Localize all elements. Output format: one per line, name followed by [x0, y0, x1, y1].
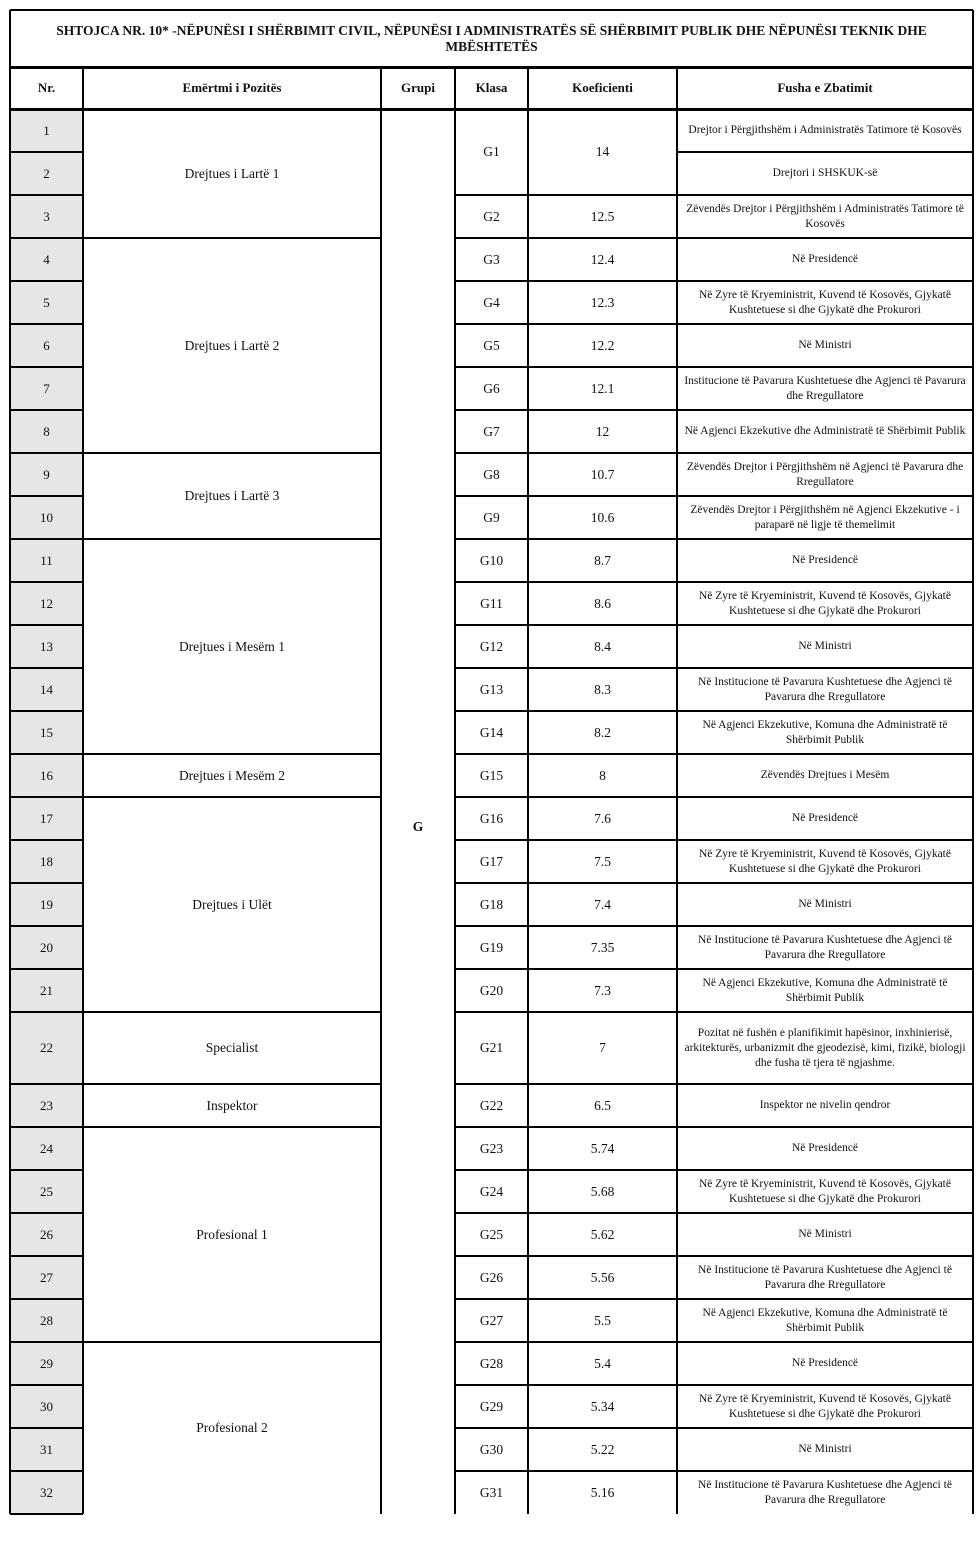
class-cell: G13: [479, 681, 504, 697]
row-rule: [10, 1126, 83, 1128]
row-rule: [677, 409, 973, 411]
coefficient-cell: 8.2: [594, 724, 611, 740]
scope-cell: Në Ministri: [798, 640, 852, 652]
header-grupi: Grupi: [401, 80, 435, 95]
row-rule: [455, 280, 677, 282]
row-number: 21: [10, 969, 83, 1012]
class-cell: G20: [479, 982, 504, 998]
scope-cell: Në Ministri: [798, 898, 852, 910]
class-cell: G21: [479, 1040, 504, 1055]
scope-cell: Në Ministri: [798, 1443, 852, 1455]
row-rule: [677, 237, 973, 239]
class-cell: G3: [483, 251, 500, 267]
position-name-cell: Inspektor: [206, 1097, 258, 1113]
class-cell: G24: [479, 1183, 504, 1199]
row-rule: [677, 495, 973, 497]
row-number: 25: [10, 1170, 83, 1213]
row-rule: [677, 280, 973, 282]
class-cell: G30: [479, 1441, 504, 1457]
row-rule: [677, 968, 973, 970]
row-rule: [455, 925, 677, 927]
row-rule: [10, 452, 83, 454]
scope-cell: Në Presidencë: [791, 253, 859, 265]
row-number: 10: [10, 496, 83, 539]
row-rule: [10, 839, 83, 841]
row-rule: [677, 1169, 973, 1171]
title-top-rule: [10, 9, 973, 11]
class-cell: G11: [480, 595, 503, 611]
group-cell: G: [412, 818, 424, 834]
row-rule: [10, 624, 83, 626]
coefficient-cell: 12.5: [590, 208, 615, 224]
row-rule: [455, 1470, 677, 1472]
row-rule: [677, 753, 973, 755]
scope-cell: Në Institucione të Pavarura Kushtetuese dhe Agjenci të Pavarura dhe Rregullatore: [698, 675, 952, 703]
coefficient-cell: 10.7: [590, 466, 615, 482]
column-rule: [380, 67, 382, 1514]
coefficient-cell: 7: [599, 1040, 606, 1055]
row-rule: [10, 968, 83, 970]
row-rule: [455, 968, 677, 970]
row-number: 30: [10, 1385, 83, 1428]
row-rule: [10, 1169, 83, 1171]
scope-cell: Në Presidencë: [791, 554, 859, 566]
row-rule: [677, 1011, 973, 1013]
row-rule: [677, 194, 973, 196]
row-rule: [455, 323, 677, 325]
header-emertimi: Emërtmi i Pozitës: [182, 80, 282, 95]
coefficient-cell: 12.3: [590, 294, 615, 310]
row-rule: [10, 925, 83, 927]
scope-cell: Në Institucione të Pavarura Kushtetuese dhe Agjenci të Pavarura dhe Rregullatore: [698, 933, 952, 961]
row-rule: [10, 796, 83, 798]
row-rule: [10, 1384, 83, 1386]
table-right-rule: [972, 10, 974, 1514]
row-number: 9: [10, 453, 83, 496]
group-rule: [83, 1011, 381, 1013]
row-rule: [677, 538, 973, 540]
row-rule: [455, 1212, 677, 1214]
coefficient-cell: 12: [595, 423, 610, 439]
row-number: 3: [10, 195, 83, 238]
row-number: 13: [10, 625, 83, 668]
coefficient-cell: 5.34: [590, 1398, 615, 1414]
row-rule: [455, 624, 677, 626]
document-title: SHTOJCA NR. 10* -NËPUNËSI I SHËRBIMIT CIVIL, NËPUNËSI I ADMINISTRATËS SË SHËRBIMIT PUBLIK DHE NËPUNËSI TEKNIK DHE MBËSHTETËS: [56, 22, 927, 54]
scope-cell: Në Presidencë: [791, 812, 859, 824]
row-number: 20: [10, 926, 83, 969]
coefficient-cell: 5.5: [594, 1312, 611, 1328]
group-rule: [83, 796, 381, 798]
row-rule: [677, 1384, 973, 1386]
row-rule: [10, 581, 83, 583]
coefficient-cell: 8.7: [594, 552, 611, 568]
class-cell: G4: [483, 294, 500, 310]
row-rule: [677, 1126, 973, 1128]
coefficient-cell: 14: [595, 144, 610, 159]
group-rule: [83, 452, 381, 454]
row-number: 22: [10, 1012, 83, 1084]
row-rule: [455, 796, 677, 798]
row-number: 17: [10, 797, 83, 840]
class-cell: G27: [479, 1312, 504, 1328]
group-rule: [83, 1341, 381, 1343]
coefficient-cell: 8: [599, 767, 606, 783]
group-rule: [83, 1083, 381, 1085]
scope-cell: Institucione të Pavarura Kushtetuese dhe Agjenci të Pavarura dhe Rregullatore: [684, 374, 966, 402]
row-rule: [455, 882, 677, 884]
coefficient-cell: 5.22: [590, 1441, 615, 1457]
class-cell: G19: [479, 939, 504, 955]
row-number: 23: [10, 1084, 83, 1127]
row-rule: [10, 667, 83, 669]
scope-cell: Në Ministri: [798, 339, 852, 351]
row-number: 18: [10, 840, 83, 883]
class-cell: G26: [479, 1269, 504, 1285]
coefficient-cell: 12.4: [590, 251, 615, 267]
row-rule: [455, 667, 677, 669]
position-name-cell: Profesional 1: [196, 1226, 268, 1242]
row-number: 27: [10, 1256, 83, 1299]
row-rule: [677, 1083, 973, 1085]
header-bottom-rule: [10, 108, 973, 111]
row-rule: [677, 452, 973, 454]
row-rule: [10, 538, 83, 540]
row-number: 12: [10, 582, 83, 625]
row-number: 14: [10, 668, 83, 711]
row-number: 1: [10, 109, 83, 152]
scope-cell: Në Zyre të Kryeministrit, Kuvend të Kosovës, Gjykatë Kushtetuese si dhe Gjykatë dhe Prokurori: [699, 847, 951, 875]
class-cell: G15: [479, 767, 504, 783]
header-fusha: Fusha e Zbatimit: [777, 80, 873, 95]
scope-cell: Në Agjenci Ekzekutive dhe Administratë të Shërbimit Publik: [684, 425, 966, 437]
row-rule: [677, 710, 973, 712]
class-cell: G10: [479, 552, 504, 568]
class-cell: G17: [479, 853, 504, 869]
class-cell: G8: [483, 466, 500, 482]
row-number: 2: [10, 152, 83, 195]
table-left-rule: [9, 10, 11, 1514]
row-rule: [677, 1470, 973, 1472]
row-rule: [455, 1427, 677, 1429]
row-number: 29: [10, 1342, 83, 1385]
row-number: 28: [10, 1299, 83, 1342]
row-rule: [677, 1341, 973, 1343]
class-cell: G5: [483, 337, 500, 353]
row-number: 19: [10, 883, 83, 926]
row-rule: [10, 1255, 83, 1257]
group-rule: [83, 1126, 381, 1128]
class-cell: G28: [479, 1355, 504, 1371]
row-number: 7: [10, 367, 83, 410]
class-cell: G12: [479, 638, 504, 654]
scope-cell: Në Agjenci Ekzekutive, Komuna dhe Administratë të Shërbimit Publik: [702, 976, 948, 1004]
row-rule: [10, 1011, 83, 1013]
row-rule: [10, 1513, 83, 1515]
row-rule: [10, 194, 83, 196]
coefficient-cell: 5.62: [590, 1226, 615, 1242]
scope-cell: Drejtor i Përgjithshëm i Administratës Tatimore të Kosovës: [688, 124, 962, 136]
row-rule: [455, 538, 677, 540]
position-name-cell: Drejtues i Mesëm 2: [178, 767, 286, 783]
scope-cell: Zëvendës Drejtor i Përgjithshëm në Agjenci Ekzekutive - i paraparë në ligje të themelimit: [690, 503, 960, 531]
row-rule: [455, 1169, 677, 1171]
row-rule: [455, 1083, 677, 1085]
row-rule: [10, 151, 83, 153]
row-rule: [10, 366, 83, 368]
row-number: 5: [10, 281, 83, 324]
row-rule: [10, 710, 83, 712]
coefficient-cell: 5.4: [594, 1355, 611, 1371]
row-rule: [455, 581, 677, 583]
row-rule: [10, 409, 83, 411]
row-rule: [455, 1298, 677, 1300]
row-number: 31: [10, 1428, 83, 1471]
row-rule: [10, 1341, 83, 1343]
scope-cell: Në Zyre të Kryeministrit, Kuvend të Kosovës, Gjykatë Kushtetuese si dhe Gjykatë dhe Prokurori: [699, 1392, 951, 1420]
scope-cell: Drejtori i SHSKUK-së: [772, 167, 878, 179]
group-rule: [83, 753, 381, 755]
group-rule: [83, 237, 381, 239]
class-cell: G16: [479, 810, 504, 826]
scope-cell: Në Institucione të Pavarura Kushtetuese dhe Agjenci të Pavarura dhe Rregullatore: [698, 1263, 952, 1291]
coefficient-cell: 8.6: [594, 595, 611, 611]
scope-cell: Në Ministri: [798, 1228, 852, 1240]
coefficient-cell: 5.56: [590, 1269, 615, 1285]
coefficient-cell: 7.5: [594, 853, 611, 869]
scope-cell: Zëvendës Drejtor i Përgjithshëm i Administratës Tatimore të Kosovës: [686, 202, 964, 230]
row-rule: [677, 581, 973, 583]
row-rule: [677, 796, 973, 798]
row-rule: [455, 1341, 677, 1343]
row-rule: [455, 194, 677, 196]
row-rule: [10, 1212, 83, 1214]
row-rule: [10, 237, 83, 239]
column-rule: [676, 67, 678, 1514]
scope-cell: Në Agjenci Ekzekutive, Komuna dhe Administratë të Shërbimit Publik: [702, 1306, 948, 1334]
coefficient-cell: 7.3: [594, 982, 611, 998]
row-rule: [455, 237, 677, 239]
row-rule: [455, 1126, 677, 1128]
coefficient-cell: 7.6: [594, 810, 611, 826]
row-rule: [677, 151, 973, 153]
row-rule: [10, 1083, 83, 1085]
header-nr: Nr.: [37, 80, 56, 95]
row-rule: [455, 409, 677, 411]
row-rule: [10, 323, 83, 325]
class-cell: G31: [479, 1484, 504, 1500]
coefficient-cell: 8.4: [594, 638, 611, 654]
position-name-cell: Drejtues i Mesëm 1: [178, 638, 286, 654]
row-number: 26: [10, 1213, 83, 1256]
row-rule: [10, 882, 83, 884]
position-name-cell: Drejtues i Lartë 3: [184, 488, 280, 503]
row-rule: [677, 1427, 973, 1429]
row-rule: [455, 452, 677, 454]
row-rule: [455, 839, 677, 841]
row-rule: [455, 1011, 677, 1013]
coefficient-cell: 12.1: [590, 380, 615, 396]
class-cell: G22: [479, 1097, 504, 1113]
coefficient-cell: 10.6: [590, 509, 615, 525]
coefficient-cell: 7.4: [594, 896, 611, 912]
row-rule: [10, 1427, 83, 1429]
column-rule: [454, 67, 456, 1514]
coefficient-cell: 5.74: [590, 1140, 615, 1156]
class-cell: G1: [483, 144, 500, 159]
scope-cell: Në Agjenci Ekzekutive, Komuna dhe Administratë të Shërbimit Publik: [702, 718, 948, 746]
row-rule: [677, 624, 973, 626]
class-cell: G23: [479, 1140, 504, 1156]
row-number: 16: [10, 754, 83, 797]
position-name-cell: Drejtues i Lartë 2: [184, 337, 280, 353]
row-rule: [677, 882, 973, 884]
row-number: 24: [10, 1127, 83, 1170]
row-number: 32: [10, 1471, 83, 1514]
scope-cell: Pozitat në fushën e planifikimit hapësinor, inxhinierisë, arkitekturës, urbanizmit dhe gjeodezisë, kimi, fizikë, biologji dhe fusha të tjera të ngjashme.: [684, 1026, 966, 1069]
row-rule: [10, 280, 83, 282]
class-cell: G7: [483, 423, 500, 439]
position-name-cell: Profesional 2: [196, 1420, 268, 1435]
row-rule: [677, 1212, 973, 1214]
scope-cell: Zëvendës Drejtor i Përgjithshëm në Agjenci të Pavarura dhe Rregullatore: [686, 460, 964, 488]
row-rule: [10, 753, 83, 755]
position-name-cell: Specialist: [205, 1040, 259, 1055]
row-rule: [677, 925, 973, 927]
column-rule: [527, 67, 529, 1514]
scope-cell: Në Presidencë: [791, 1357, 859, 1369]
column-rule: [82, 67, 84, 1514]
class-cell: G2: [483, 208, 500, 224]
row-rule: [455, 753, 677, 755]
scope-cell: Në Zyre të Kryeministrit, Kuvend të Kosovës, Gjykatë Kushtetuese si dhe Gjykatë dhe Prokurori: [699, 1177, 951, 1205]
coefficient-cell: 7.35: [590, 939, 615, 955]
row-rule: [677, 667, 973, 669]
scope-cell: Inspektor ne nivelin qendror: [759, 1099, 891, 1111]
position-name-cell: Drejtues i Lartë 1: [184, 165, 280, 181]
row-rule: [455, 366, 677, 368]
row-rule: [10, 1470, 83, 1472]
coefficient-cell: 12.2: [590, 337, 615, 353]
class-cell: G14: [479, 724, 504, 740]
row-rule: [455, 1384, 677, 1386]
row-number: 11: [10, 539, 83, 582]
scope-cell: Në Zyre të Kryeministrit, Kuvend të Kosovës, Gjykatë Kushtetuese si dhe Gjykatë dhe Prokurori: [699, 288, 951, 316]
header-koeficienti: Koeficienti: [572, 80, 633, 95]
row-number: 8: [10, 410, 83, 453]
row-rule: [455, 710, 677, 712]
header-top-rule: [10, 66, 973, 69]
row-rule: [455, 1255, 677, 1257]
class-cell: G29: [479, 1398, 504, 1414]
row-number: 6: [10, 324, 83, 367]
row-rule: [677, 1298, 973, 1300]
scope-cell: Zëvendës Drejtues i Mesëm: [760, 769, 890, 781]
coefficient-cell: 8.3: [594, 681, 611, 697]
row-rule: [10, 1298, 83, 1300]
class-cell: G6: [483, 380, 500, 396]
coefficient-cell: 5.16: [590, 1484, 615, 1500]
coefficient-cell: 6.5: [594, 1097, 611, 1113]
position-name-cell: Drejtues i Ulët: [192, 896, 272, 912]
row-rule: [677, 1255, 973, 1257]
scope-cell: Në Institucione të Pavarura Kushtetuese dhe Agjenci të Pavarura dhe Rregullatore: [698, 1478, 952, 1506]
row-number: 15: [10, 711, 83, 754]
scope-cell: Në Zyre të Kryeministrit, Kuvend të Kosovës, Gjykatë Kushtetuese si dhe Gjykatë dhe Prokurori: [699, 589, 951, 617]
header-klasa: Klasa: [475, 80, 508, 95]
class-cell: G9: [483, 509, 500, 525]
group-rule: [83, 538, 381, 540]
coefficient-cell: 5.68: [590, 1183, 615, 1199]
row-rule: [10, 495, 83, 497]
scope-cell: Në Presidencë: [791, 1142, 859, 1154]
row-rule: [677, 839, 973, 841]
class-cell: G18: [479, 896, 504, 912]
row-number: 4: [10, 238, 83, 281]
row-rule: [677, 323, 973, 325]
row-rule: [455, 495, 677, 497]
row-rule: [677, 366, 973, 368]
class-cell: G25: [479, 1226, 504, 1242]
